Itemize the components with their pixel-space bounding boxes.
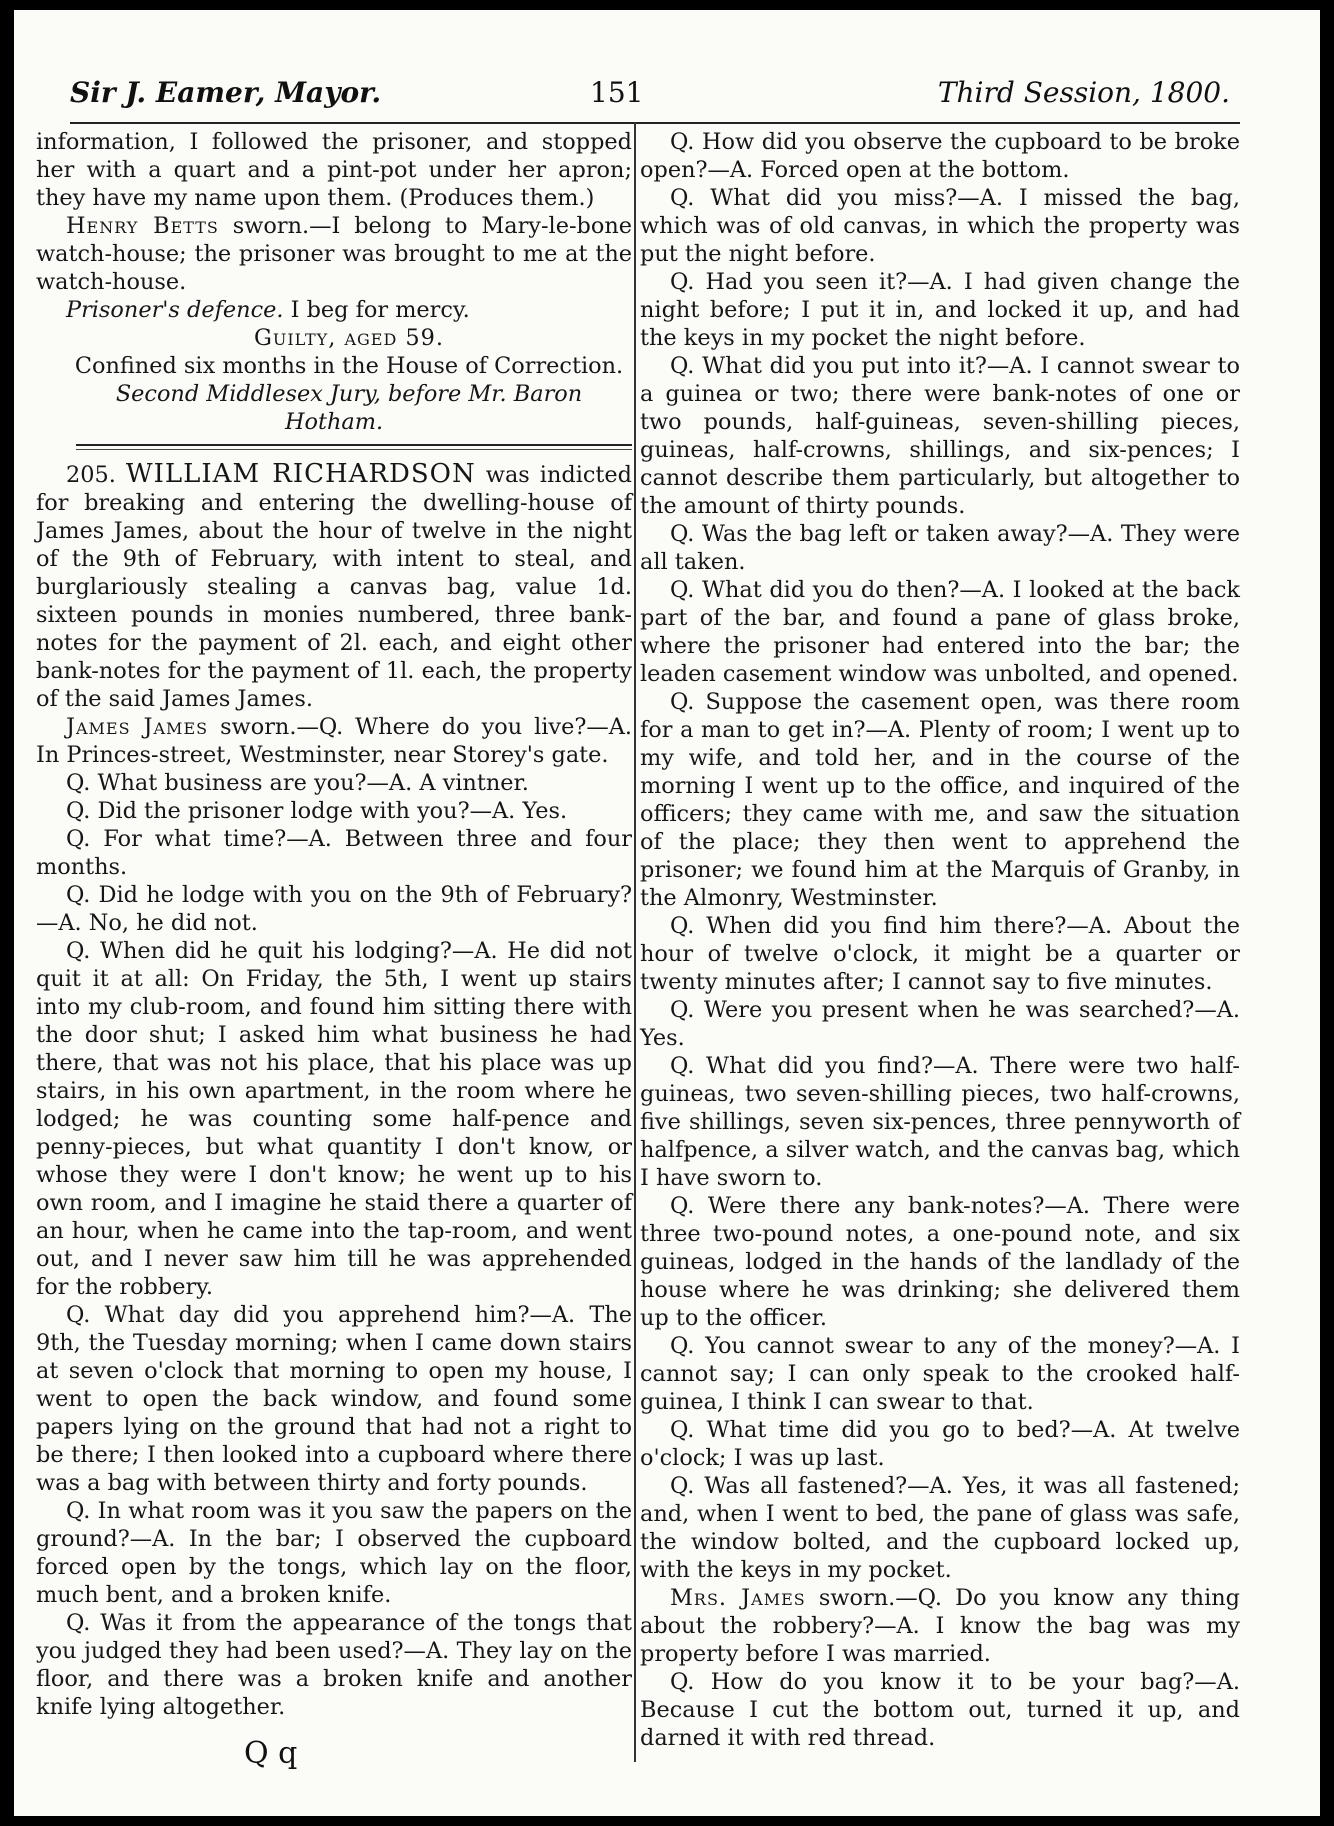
paragraph: Q. In what room was it you saw the papers on the ground?—A. In the bar; I observed the cupboard forced open by the tongs, which lay on the floor, much bent, and a broken knife.: [36, 1498, 632, 1608]
paragraph: information, I followed the prisoner, and stopped her with a quart and a pint-pot under her apron; they have my name upon them. (Produces them.): [36, 129, 632, 211]
section-rule: [76, 444, 632, 446]
paragraph: Q. Was it from the appearance of the tongs that you judged they had been used?—A. They lay on the floor, and there was a broken knife and another knife lying altogether.: [36, 1610, 632, 1720]
paragraph: Q. How do you know it to be your bag?—A. Because I cut the bottom out, turned it up, and darned it with red thread.: [640, 1669, 1240, 1751]
verdict: Guilty, aged 59.: [253, 325, 445, 351]
paragraph: Q. Was the bag left or taken away?—A. They were all taken.: [640, 521, 1240, 575]
paragraph: Q. What business are you?—A. A vintner.: [66, 770, 529, 796]
paragraph: Mrs. James sworn.—Q. Do you know any thing about the robbery?—A. I know the bag was my property before I was married.: [640, 1585, 1240, 1667]
paragraph: James James sworn.—Q. Where do you live?—A. In Princes-street, Westminster, near Storey's gate.: [36, 714, 632, 768]
right-column: [640, 128, 1240, 1752]
paragraph: Q. You cannot swear to any of the money?—A. I cannot say; I can only speak to the crooked half-guinea, I think I can swear to that.: [640, 1333, 1240, 1415]
signature-mark: Q q: [244, 1736, 298, 1771]
paragraph: Q. Were there any bank-notes?—A. There were three two-pound notes, a one-pound note, and six guineas, lodged in the hands of the landlady of the house where he was drinking; she delivered them up to the officer.: [640, 1193, 1240, 1331]
paragraph: Q. What day did you apprehend him?—A. The 9th, the Tuesday morning; when I came down stairs at seven o'clock that morning to open my house, I went to open the back window, and found some papers lying on the ground that had not a right to be there; I then looked into a cupboard where there was a bag with between thirty and forty pounds.: [36, 1302, 632, 1496]
header-left: Sir J. Eamer, Mayor.: [70, 76, 382, 109]
paragraph: Q. Did the prisoner lodge with you?—A. Yes.: [66, 798, 568, 824]
paragraph: Q. What did you find?—A. There were two half-guineas, two seven-shilling pieces, two half-crowns, five shillings, seven six-pences, three pennyworth of halfpence, a silver watch, and the canvas bag, which I have sworn to.: [640, 1053, 1240, 1191]
speaker: James James: [66, 714, 209, 740]
paragraph: Q. Did he lodge with you on the 9th of February?—A. No, he did not.: [36, 882, 632, 936]
paragraph: Q. What did you put into it?—A. I cannot swear to a guinea or two; there were bank-notes of one or two pounds, half-guineas, seven-shilling pieces, guineas, half-crowns, shillings, and six-pences; I cannot describe them particularly, but altogether to the amount of thirty pounds.: [640, 353, 1240, 519]
page-number: 151: [590, 76, 644, 109]
paragraph: Q. When did he quit his lodging?—A. He did not quit it at all: On Friday, the 5th, I went up stairs into my club-room, and found him sitting there with the door shut; I asked him what business he had there, that was not his place, that his place was up stairs, in his own apartment, in the room where he lodged; he was counting some half-pence and penny-pieces, but what quantity I don't know, or whose they were I don't know; he went up to his own room, and I imagine he staid there a quarter of an hour, when he came into the tap-room, and went out, and I never saw him till he was apprehended for the robbery.: [36, 938, 632, 1300]
paragraph: Prisoner's defence. I beg for mercy.: [66, 297, 470, 323]
section-rule: [76, 449, 632, 450]
paragraph: Q. What time did you go to bed?—A. At twelve o'clock; I was up last.: [640, 1417, 1240, 1471]
paragraph: Q. Suppose the casement open, was there room for a man to get in?—A. Plenty of room; I went up to my wife, and told her, and in the course of the morning I went up to the office, and inquired of the officers; they came with me, and saw the situation of the place; they then went to apprehend the prisoner; we found him at the Marquis of Granby, in the Almonry, Westminster.: [640, 689, 1240, 911]
header-rule: [70, 122, 1240, 124]
defendant-name: WILLIAM RICHARDSON: [125, 459, 476, 489]
left-column: [36, 128, 632, 1721]
speaker: Henry Betts: [66, 213, 219, 239]
paragraph: Q. Were you present when he was searched?—A. Yes.: [640, 997, 1240, 1051]
paragraph: Q. What did you do then?—A. I looked at the back part of the bar, and found a pane of glass broke, where the prisoner had entered into the bar; the leaden casement window was unbolted, and opened.: [640, 577, 1240, 687]
paragraph: Q. Had you seen it?—A. I had given change the night before; I put it in, and locked it up, and had the keys in my pocket the night before.: [640, 269, 1240, 351]
sentence: Confined six months in the House of Correction.: [74, 353, 624, 379]
paragraph: Q. How did you observe the cupboard to be broke open?—A. Forced open at the bottom.: [640, 129, 1240, 183]
speaker: Prisoner's defence.: [66, 297, 284, 323]
speaker: Mrs. James: [670, 1585, 806, 1611]
header-right: Third Session, 1800.: [937, 76, 1230, 109]
running-header: [70, 62, 1230, 122]
paragraph: Q. What did you miss?—A. I missed the bag, which was of old canvas, in which the property was put the night before.: [640, 185, 1240, 267]
paragraph: Henry Betts sworn.—I belong to Mary-le-bone watch-house; the prisoner was brought to me at the watch-house.: [36, 213, 632, 295]
column-divider: [634, 122, 636, 1762]
paragraph: Q. Was all fastened?—A. Yes, it was all fastened; and, when I went to bed, the pane of glass was safe, the window bolted, and the cupboard locked up, with the keys in my pocket.: [640, 1473, 1240, 1583]
paragraph: Q. When did you find him there?—A. About the hour of twelve o'clock, it might be a quarter or twenty minutes after; I cannot say to five minutes.: [640, 913, 1240, 995]
jury-note: Second Middlesex Jury, before Mr. Baron Hotham.: [115, 381, 583, 435]
case-heading: 205. WILLIAM RICHARDSON was indicted for breaking and entering the dwelling-house of James James, about the hour of twelve in the night of the 9th of February, with intent to steal, and burglariously stealing a canvas bag, value 1d. sixteen pounds in monies numbered, three bank-notes for the payment of 2l. each, and eight other bank-notes for the payment of 1l. each, the property of the said James James.: [36, 459, 632, 712]
paragraph: Q. For what time?—A. Between three and four months.: [36, 826, 632, 880]
document-page: [14, 10, 1320, 1816]
